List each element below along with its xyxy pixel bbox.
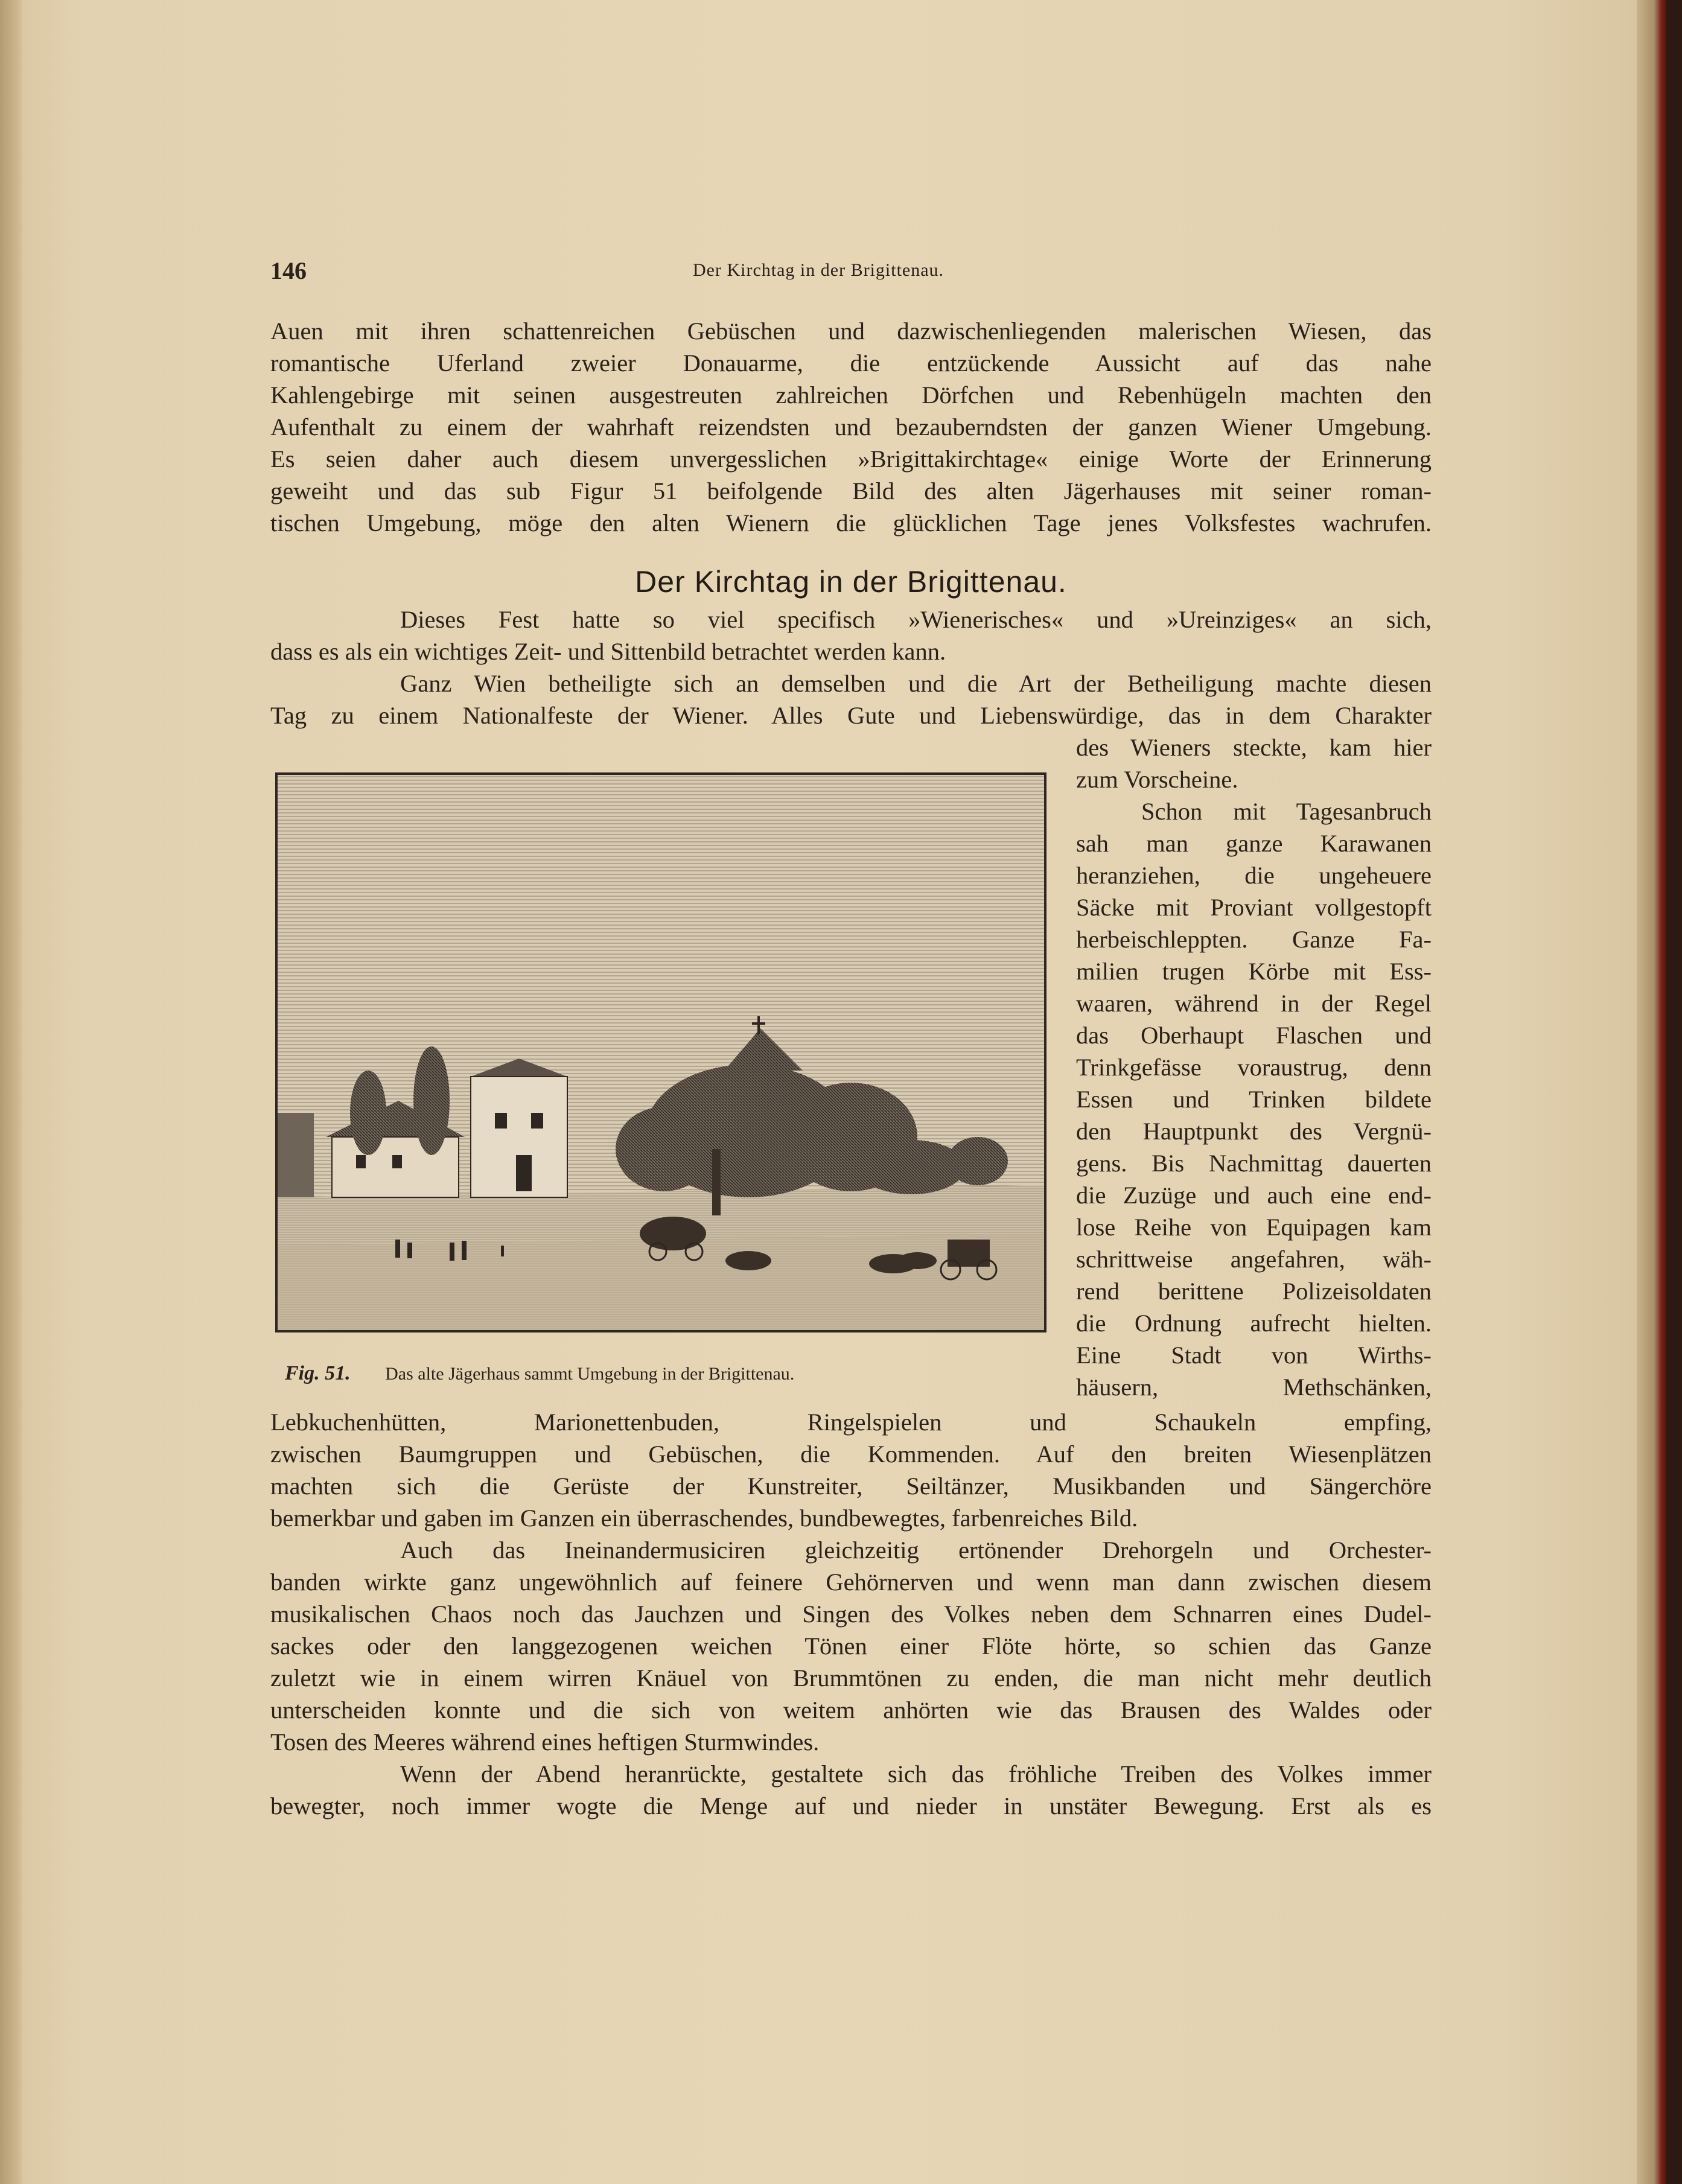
text-line: banden wirkte ganz ungewöhnlich auf feinere Gehörnerven und wenn man dann zwischen diesem bbox=[270, 1568, 1432, 1596]
paragraph bbox=[270, 1406, 1432, 1534]
intro-paragraph bbox=[270, 315, 1432, 539]
text-line: Lebkuchenhütten, Marionettenbuden, Ringelspielen und Schaukeln empfing, bbox=[270, 1409, 1432, 1436]
text-line: herbeischleppten. Ganze Fa- bbox=[1076, 926, 1432, 953]
text-line: schrittweise angefahren, wäh- bbox=[1076, 1246, 1432, 1273]
text-line: milien trugen Körbe mit Ess- bbox=[1076, 958, 1432, 985]
text-line: Essen und Trinken bildete bbox=[1076, 1086, 1432, 1113]
book-gutter bbox=[0, 0, 22, 2184]
figure-51-illustration bbox=[275, 772, 1046, 1332]
text-line: geweiht und das sub Figur 51 beifolgende Bild des alten Jägerhauses mit seiner roman- bbox=[270, 477, 1432, 505]
text-line: Kahlengebirge mit seinen ausgestreuten zahlreichen Dörfchen und Rebenhügeln machten den bbox=[270, 381, 1432, 409]
text-line: Schon mit Tagesanbruch bbox=[1141, 798, 1432, 825]
page-number: 146 bbox=[270, 257, 307, 284]
paragraph bbox=[270, 667, 1432, 731]
text-line: Aufenthalt zu einem der wahrhaft reizendsten und bezauberndsten der ganzen Wiener Umgebung. bbox=[270, 413, 1432, 441]
text-line: bemerkbar und gaben im Ganzen ein überraschendes, bundbewegtes, farbenreiches Bild. bbox=[270, 1504, 1138, 1532]
paragraph bbox=[270, 1758, 1432, 1822]
running-head bbox=[270, 256, 1432, 293]
text-line: romantische Uferland zweier Donauarme, die entzückende Aussicht auf das nahe bbox=[270, 349, 1432, 377]
text-line: sackes oder den langgezogenen weichen Tönen einer Flöte hörte, so schien das Ganze bbox=[270, 1632, 1432, 1660]
text-line: zum Vorscheine. bbox=[1076, 766, 1238, 793]
paragraph bbox=[270, 315, 1432, 539]
text-line: Trinkgefässe voraustrug, denn bbox=[1076, 1054, 1432, 1081]
side-column bbox=[1076, 731, 1432, 1403]
text-line: Tag zu einem Nationalfeste der Wiener. Alles Gute und Liebenswürdige, das in dem Charakter bbox=[270, 702, 1432, 729]
paragraph bbox=[270, 603, 1432, 667]
text-line: Säcke mit Proviant vollgestopft bbox=[1076, 894, 1432, 921]
text-line: unterscheiden konnte und die sich von weitem anhörten wie das Brausen des Waldes oder bbox=[270, 1696, 1432, 1724]
section-heading: Der Kirchtag in der Brigittenau. bbox=[635, 565, 1067, 599]
paragraph bbox=[270, 1534, 1432, 1758]
text-line: häusern, Methschänken, bbox=[1076, 1374, 1432, 1401]
text-line: lose Reihe von Equipagen kam bbox=[1076, 1214, 1432, 1241]
text-line: den Hauptpunkt des Vergnü- bbox=[1076, 1118, 1432, 1145]
text-line: Ganz Wien betheiligte sich an demselben und die Art der Betheiligung machte diesen bbox=[400, 670, 1432, 697]
paragraph-1 bbox=[270, 603, 1432, 731]
running-head-title: Der Kirchtag in der Brigittenau. bbox=[693, 260, 945, 280]
text-line: bewegter, noch immer wogte die Menge auf und nieder in unstäter Bewegung. Erst als es bbox=[270, 1792, 1432, 1819]
text-line: Auen mit ihren schattenreichen Gebüschen und dazwischenliegenden malerischen Wiesen, das bbox=[270, 317, 1432, 345]
text-line: die Zuzüge und auch eine end- bbox=[1076, 1182, 1432, 1209]
text-line: Tosen des Meeres während eines heftigen Sturmwindes. bbox=[270, 1728, 820, 1756]
text-line: dass es als ein wichtiges Zeit- und Sittenbild betrachtet werden kann. bbox=[270, 638, 946, 665]
figure-caption-text: Das alte Jägerhaus sammt Umgebung in der Brigittenau. bbox=[385, 1364, 795, 1384]
text-line: sah man ganze Karawanen bbox=[1076, 830, 1432, 857]
text-line: Es seien daher auch diesem unvergesslichen »Brigittakirchtage« einige Worte der Erinnerung bbox=[270, 445, 1432, 473]
text-line: zuletzt wie in einem wirren Knäuel von Brummtönen zu enden, die man nicht mehr deutlich bbox=[270, 1664, 1432, 1692]
text-line: waaren, während in der Regel bbox=[1076, 990, 1432, 1017]
text-line: des Wieners steckte, kam hier bbox=[1076, 734, 1432, 761]
text-line: die Ordnung aufrecht hielten. bbox=[1076, 1310, 1432, 1337]
text-line: tischen Umgebung, möge den alten Wienern die glücklichen Tage jenes Volksfestes wachrufen. bbox=[270, 509, 1432, 536]
text-line: das Oberhaupt Flaschen und bbox=[1076, 1022, 1432, 1049]
text-line: machten sich die Gerüste der Kunstreiter, Seiltänzer, Musikbanden und Sängerchöre bbox=[270, 1472, 1432, 1500]
text-line: Auch das Ineinandermusiciren gleichzeitig ertönender Drehorgeln und Orchester- bbox=[400, 1536, 1432, 1564]
lower-paragraph bbox=[270, 1406, 1432, 1822]
text-line: Dieses Fest hatte so viel specifisch »Wienerisches« und »Ureinziges« an sich, bbox=[400, 606, 1432, 633]
text-line: Wenn der Abend heranrückte, gestaltete sich das fröhliche Treiben des Volkes immer bbox=[400, 1760, 1432, 1788]
text-line: musikalischen Chaos noch das Jauchzen und Singen des Volkes neben dem Schnarren eines Dudel- bbox=[270, 1600, 1432, 1628]
engraving-image bbox=[278, 775, 1044, 1330]
text-line: gens. Bis Nachmittag dauerten bbox=[1076, 1150, 1432, 1177]
figure-caption bbox=[285, 1362, 1039, 1385]
figure-label: Fig. 51. bbox=[285, 1362, 351, 1384]
text-line: heranziehen, die ungeheuere bbox=[1076, 862, 1432, 889]
text-line: rend berittene Polizeisoldaten bbox=[1076, 1278, 1432, 1305]
text-line: Eine Stadt von Wirths- bbox=[1076, 1342, 1432, 1369]
page-edge bbox=[1637, 0, 1666, 2184]
text-line: zwischen Baumgruppen und Gebüschen, die Kommenden. Auf den breiten Wiesenplätzen bbox=[270, 1441, 1432, 1468]
